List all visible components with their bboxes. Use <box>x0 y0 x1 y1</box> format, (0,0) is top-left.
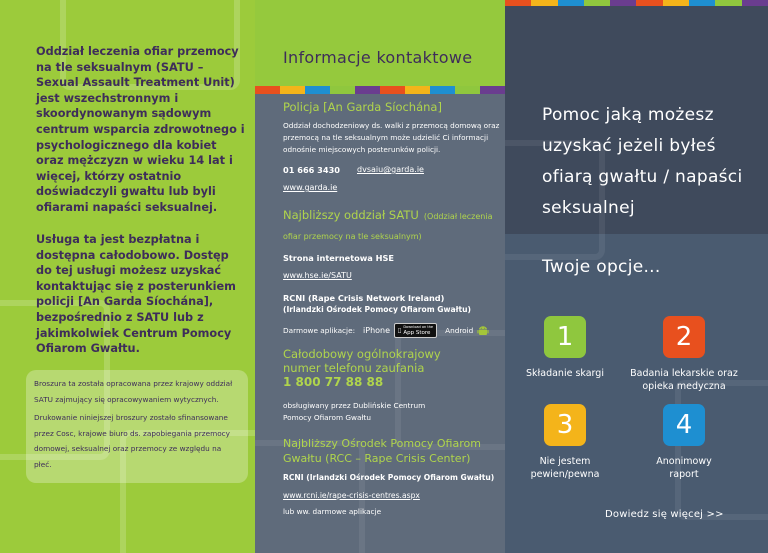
funding-note <box>26 370 248 483</box>
iphone-label: iPhone <box>363 326 391 335</box>
option-number-box <box>544 316 586 358</box>
rcc-link[interactable]: www.rcni.ie/rape-crisis-centres.aspx <box>283 491 420 500</box>
option-number: 3 <box>556 410 574 440</box>
stripe-segment <box>430 86 455 94</box>
rcni-name: RCNI (Rape Crisis Network Ireland) <box>283 293 445 303</box>
android-label: Android <box>441 326 470 335</box>
police-description: Oddział dochodzeniowy ds. walki z przemocą domową oraz przemocą na tle seksualnym może udzielić Ci informacji odnośnie miejscowych posterunków policji. <box>283 121 500 154</box>
stripe-segment <box>558 0 584 6</box>
stripe-segment <box>455 86 480 94</box>
option-3[interactable] <box>505 404 625 481</box>
contacts-header <box>255 0 505 94</box>
option-label: Anonimowy raport <box>656 456 712 480</box>
hotline-heading: Całodobowy ogólnokrajowy numer telefonu zaufania <box>283 347 441 375</box>
stripe-segment <box>355 86 380 94</box>
stripe-segment <box>305 86 330 94</box>
option-number-box <box>663 404 705 446</box>
option-1[interactable] <box>505 316 625 380</box>
option-label: Składanie skargi <box>526 368 604 379</box>
stripe-segment <box>280 86 305 94</box>
hse-site-link[interactable]: www.hse.ie/SATU <box>283 271 352 280</box>
hotline-number[interactable]: 1 800 77 88 88 <box>283 375 384 389</box>
note-funding: Drukowanie niniejszej broszury zostało sfinansowane przez Cosc, krajowe biuro ds. zapobiegania przemocy domowej, seksualnej oraz przemocy ze względu na płeć. <box>34 413 231 469</box>
rcc-name: RCNI (Irlandzki Ośrodek Pomocy Ofiarom Gwałtu) <box>283 473 495 482</box>
satu-heading-note: (Oddział leczenia ofiar przemocy na tle seksualnym) <box>283 212 493 241</box>
rcc-apps: lub ww. darmowe aplikacje <box>283 507 382 516</box>
intro-text: Oddział leczenia ofiar przemocy na tle seksualnym (SATU – Sexual Assault Treatment Unit) jest wszechstronnym i skoordynowanym sądowym centrum wsparcia zdrowotnego i psychologicznego dla kobiet oraz mężczyzn w wieku 14 lat i więcej, którzy ostatnio doświadczyli gwałtu lub byli ofiarami napaści seksualnej. <box>36 45 245 214</box>
free-apps <box>283 323 503 338</box>
rcc-heading: Najbliższy Ośrodek Pomocy Ofiarom Gwałtu (RCC – Rape Crisis Center) <box>283 437 481 465</box>
option-label: Badania lekarskie oraz opieka medyczna <box>630 368 738 392</box>
panel-intro <box>0 0 255 553</box>
stripe-segment <box>405 86 430 94</box>
stripe-segment <box>584 0 610 6</box>
stripe-segment <box>380 86 405 94</box>
police-website[interactable]: www.garda.ie <box>283 183 338 192</box>
android-icon[interactable] <box>477 325 489 337</box>
rcni-name-pl: (Irlandzki Ośrodek Pomocy Ofiarom Gwałtu) <box>283 305 471 314</box>
stripe-segment <box>636 0 662 6</box>
option-2[interactable] <box>619 316 749 393</box>
service-text: Usługa ta jest bezpłatna i dostępna całodobowo. Dostęp do tej usługi możesz uzyskać kontaktując się z posterunkiem policji [An Garda Síochána], bezpośrednio z SATU lub z jakimkolwiek Centrum Pomocy Ofiarom Gwałtu. <box>36 233 236 356</box>
option-4[interactable] <box>619 404 749 481</box>
police-email[interactable]: dvsaiu@garda.ie <box>357 165 424 174</box>
stripe-segment <box>715 0 741 6</box>
stripe-segment <box>610 0 636 6</box>
app-store-small: Download on the <box>400 325 430 329</box>
options-title: Twoje opcje... <box>542 257 661 277</box>
contacts-title: Informacje kontaktowe <box>283 48 473 67</box>
cover-title: Pomoc jaką możesz uzyskać jeżeli byłeś ofiarą gwałtu / napaści seksualnej <box>542 105 743 218</box>
contacts-list <box>283 100 503 518</box>
learn-more-link[interactable]: Dowiedz się więcej >> <box>605 509 724 520</box>
app-store-text: App Store <box>400 329 428 336</box>
stripe-segment <box>689 0 715 6</box>
cover-header <box>505 0 768 234</box>
stripe-segment <box>480 86 505 94</box>
hotline-operator: obsługiwany przez Dublińskie Centrum Pomocy Ofiarom Gwałtu <box>283 401 426 422</box>
option-number-box <box>663 316 705 358</box>
stripe-segment <box>742 0 768 6</box>
stripe-segment <box>663 0 689 6</box>
stripe-segment <box>531 0 557 6</box>
color-stripes <box>255 86 505 94</box>
satu-heading: Najbliższy oddział SATU <box>283 208 419 222</box>
apps-label: Darmowe aplikacje: <box>283 326 356 335</box>
panel-cover <box>505 0 768 553</box>
panel-contacts <box>255 0 505 553</box>
police-phone[interactable]: 01 666 3430 <box>283 165 340 175</box>
apple-icon <box>398 328 401 334</box>
option-number-box <box>544 404 586 446</box>
stripe-segment <box>255 86 280 94</box>
color-stripes <box>505 0 768 6</box>
note-authorship: Broszura ta została opracowana przez krajowy oddział SATU zajmujący się opracowywaniem wytycznych. <box>34 379 233 404</box>
option-label: Nie jestem pewien/pewna <box>530 456 600 480</box>
stripe-segment <box>505 0 531 6</box>
option-number: 4 <box>675 410 693 440</box>
app-store-badge[interactable] <box>394 323 437 338</box>
hse-site-label: Strona internetowa HSE <box>283 253 395 263</box>
police-heading: Policja [An Garda Síochána] <box>283 100 442 114</box>
option-number: 2 <box>675 322 693 352</box>
stripe-segment <box>330 86 355 94</box>
option-number: 1 <box>556 322 574 352</box>
